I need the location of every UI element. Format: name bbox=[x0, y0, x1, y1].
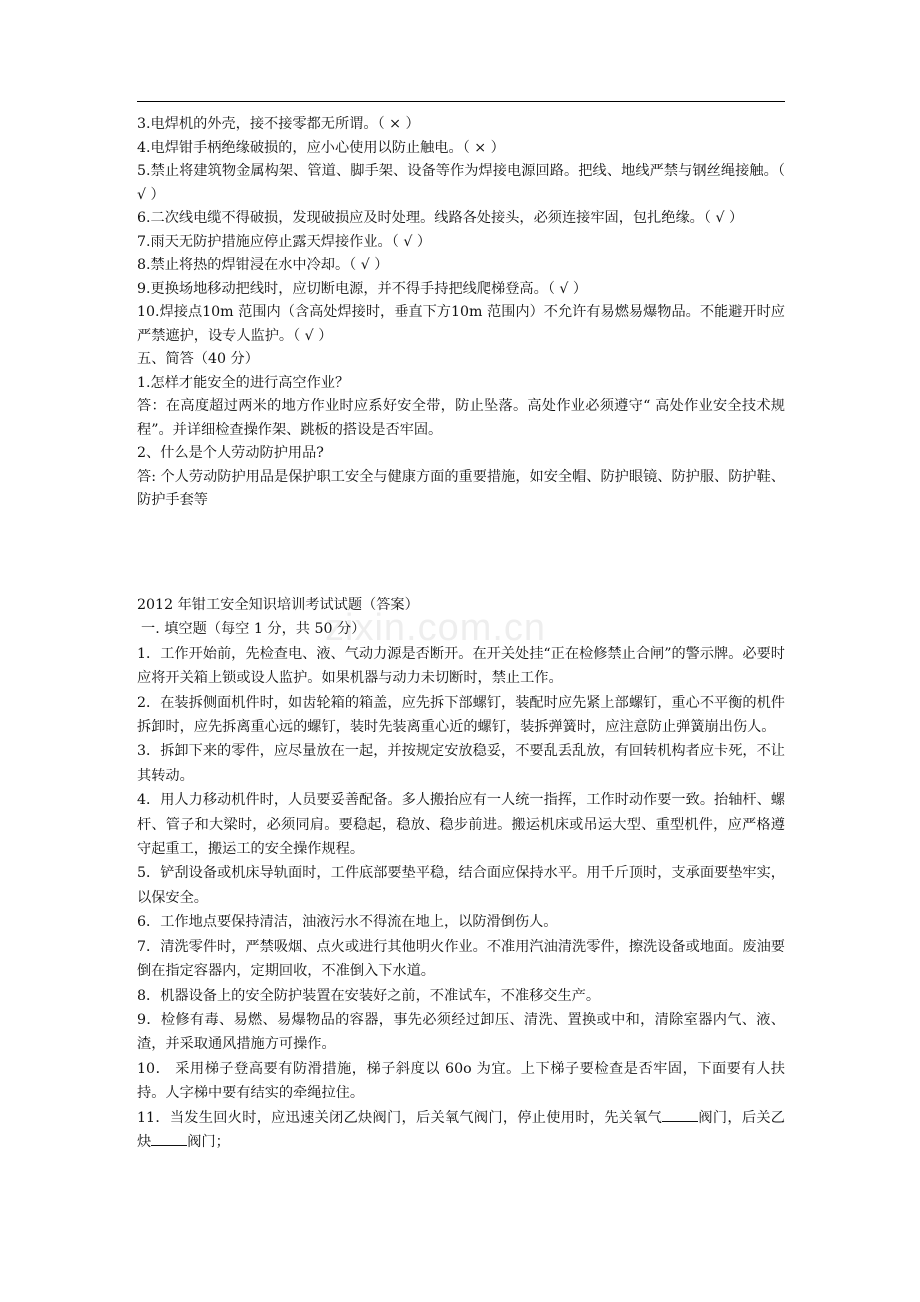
section-heading: 五、简答（40 分） bbox=[137, 351, 259, 367]
watermark: zixin.com.cn bbox=[325, 607, 547, 649]
exam-subtitle: 一. 填空题（每空 1 分，共 50 分） bbox=[141, 621, 366, 638]
exam-item: 7．清洗零件时，严禁吸烟、点火或进行其他明火作业。不准用汽油清洗零件，擦洗设备或地面。废油要倒在指定容器内，定期回收，不准倒入下水道。 bbox=[137, 938, 785, 980]
item11-text-a: 11．当发生回火时，应迅速关闭乙炔阀门，后关氧气阀门，停止使用时，先关氧气 bbox=[137, 1109, 663, 1126]
question: 1.怎样才能安全的进行高空作业？ bbox=[137, 374, 350, 391]
answer: 答: 个人劳动防护用品是保护职工安全与健康方面的重要措施，如安全帽、防护眼镜、防护服、防护鞋、防护手套等 bbox=[137, 468, 785, 508]
top-rule bbox=[137, 101, 785, 102]
answer-line: 4.电焊钳手柄绝缘破损的，应小心使用以防止触电。（ × ） bbox=[137, 139, 505, 156]
exam-item: 6．工作地点要保持清洁，油液污水不得流在地上，以防滑倒伤人。 bbox=[137, 914, 558, 931]
fill-blank bbox=[151, 1145, 187, 1146]
answer-line: 8.禁止将热的焊钳浸在水中冷却。（ √ ） bbox=[137, 257, 389, 273]
answer: 答：在高度超过两米的地方作业时应系好安全带，防止坠落。高处作业必须遵守“ 高处作业安全技术规程”。并详细检查操作架、跳板的搭设是否牢固。 bbox=[137, 398, 785, 438]
item11-text-b: 阀门，后关乙炔 bbox=[137, 1109, 785, 1150]
exam-item: 2．在装拆侧面机件时，如齿轮箱的箱盖，应先拆下部螺钉，装配时应先紧上部螺钉，重心不平衡的机件拆卸时，应先拆离重心远的螺钉，装时先装离重心近的螺钉，装拆弹簧时，应注意防止弹簧崩出伤人。 bbox=[137, 694, 785, 736]
answer-line: 5.禁止将建筑物金属构架、管道、脚手架、设备等作为焊接电源回路。把线、地线严禁与钢丝绳接触。（ √ ） bbox=[137, 163, 785, 203]
question: 2、什么是个人劳动防护用品? bbox=[137, 445, 324, 461]
exam-item: 8．机器设备上的安全防护装置在安装好之前，不准试车，不准移交生产。 bbox=[137, 987, 601, 1004]
fill-blank bbox=[662, 1121, 698, 1122]
section-true-false bbox=[137, 113, 785, 513]
exam-item: 4．用人力移动机件时，人员要妥善配备。多人搬抬应有一人统一指挥，工作时动作要一致。抬轴杆、螺杆、管子和大梁时，必须同肩。要稳起，稳放、稳步前进。搬运机床或吊运大型、重型机件，应严格遵守起重工，搬运工的安全操作规程。 bbox=[137, 792, 785, 858]
answer-line: 10.焊接点10m 范围内（含高处焊接时，垂直下方10m 范围内）不允许有易燃易爆物品。不能避开时应严禁遮护，设专人监护。（ √ ） bbox=[137, 304, 785, 344]
answer-line: 7.雨天无防护措施应停止露天焊接作业。（ √ ） bbox=[137, 233, 432, 250]
answer-line: 9.更换场地移动把线时，应切断电源，并不得手持把线爬梯登高。（ √ ） bbox=[137, 280, 588, 297]
exam-item: 3．拆卸下来的零件，应尽量放在一起，并按规定安放稳妥，不要乱丢乱放，有回转机构者应卡死，不让其转动。 bbox=[137, 743, 785, 784]
exam-item: 1．工作开始前，先检查电、液、气动力源是否断开。在开关处挂“正在检修禁止合闸”的警示牌。必要时应将开关箱上锁或设人监护。如果机器与动力未切断时，禁止工作。 bbox=[137, 645, 785, 687]
exam-item-11 bbox=[137, 1106, 785, 1155]
exam-item: 5．铲刮设备或机床导轨面时，工件底部要垫平稳，结合面应保持水平。用千斤顶时，支承面要垫牢实，以保安全。 bbox=[137, 865, 785, 906]
section-fitter-exam bbox=[137, 593, 785, 1154]
answer-line: 3.电焊机的外壳，接不接零都无所谓。（ × ） bbox=[137, 116, 420, 132]
exam-title: 2012 年钳工安全知识培训考试试题（答案） bbox=[137, 597, 419, 613]
answer-line: 6.二次线电缆不得破损，发现破损应及时处理。线路各处接头，必须连接牢固，包扎绝缘。（ √ ） bbox=[137, 210, 744, 226]
item11-text-c: 阀门； bbox=[187, 1133, 230, 1150]
exam-item: 10． 采用梯子登高要有防滑措施，梯子斜度以 60o 为宜。上下梯子要检查是否牢固，下面要有人扶持。人字梯中要有结实的牵绳拉住。 bbox=[137, 1060, 785, 1102]
exam-item: 9．检修有毒、易燃、易爆物品的容器，事先必须经过卸压、清洗、置换或中和，清除室器内气、液、渣，并采取通风措施方可操作。 bbox=[137, 1011, 785, 1053]
